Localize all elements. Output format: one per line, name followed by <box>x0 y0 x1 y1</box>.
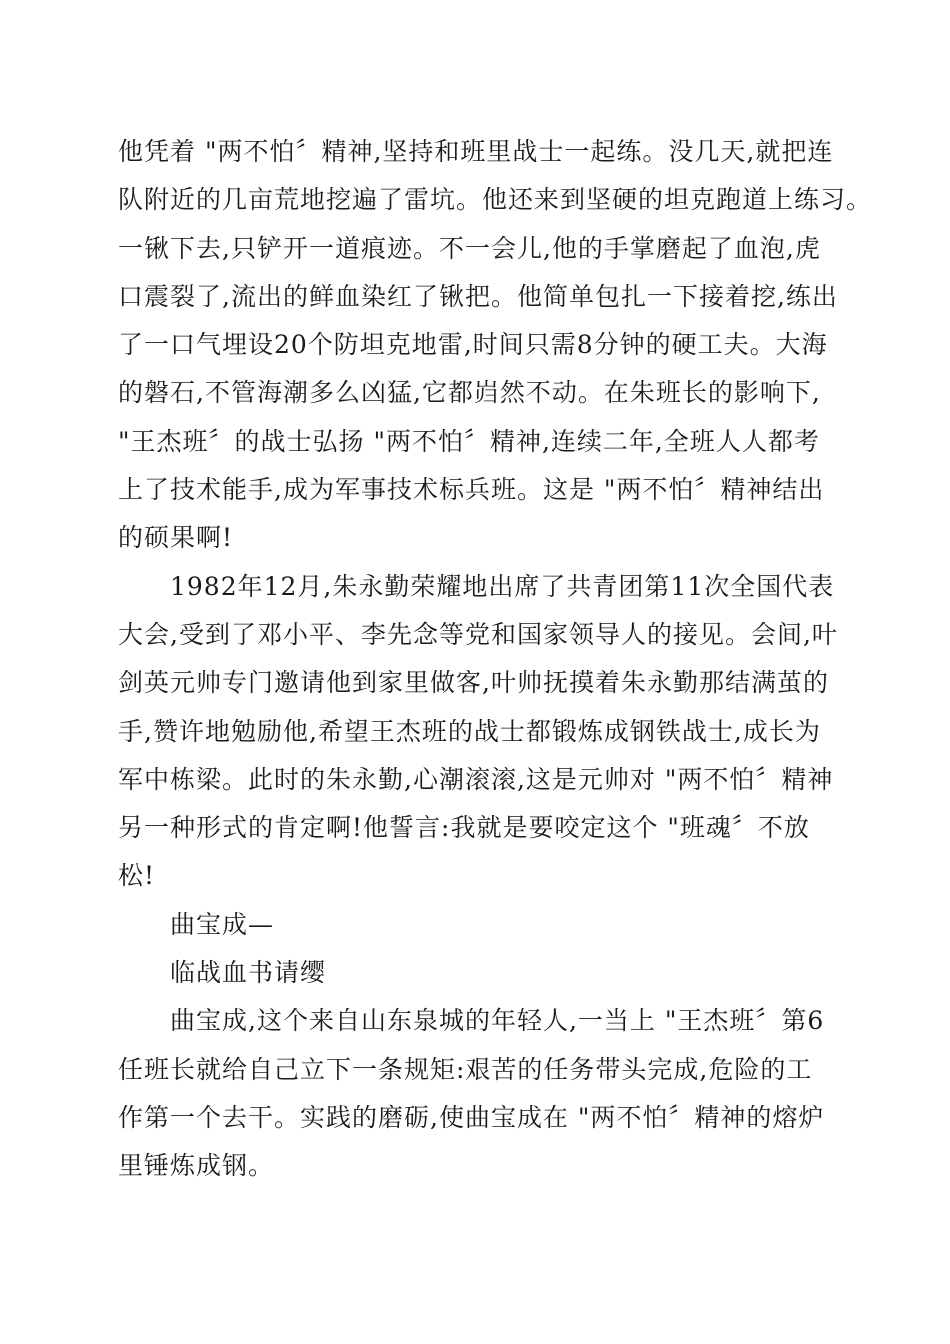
text-line: 口震裂了,流出的鲜血染红了锹把。他简单包扎一下接着挖,练出 <box>118 281 838 311</box>
text-line: 的磐石,不管海潮多么凶猛,它都岿然不动。在朱班长的影响下, <box>118 378 821 408</box>
text-line: 手,赞许地勉励他,希望王杰班的战士都锻炼成钢铁战士,成长为 <box>118 716 821 746</box>
text-line: 松! <box>118 861 156 891</box>
text-line: 他凭着 "两不怕〞精神,坚持和班里战士一起练。没几天,就把连 <box>118 137 834 166</box>
text-line: 上了技术能手,成为军事技术标兵班。这是 "两不怕〞精神结出 <box>118 475 825 505</box>
text-line: 了一口气埋设20个防坦克地雷,时间只需8分钟的硬工夫。大海 <box>118 330 828 360</box>
text-line: 作第一个去干。实践的磨砺,使曲宝成在 "两不怕〞精神的熔炉 <box>118 1102 825 1132</box>
text-line: 剑英元帅专门邀请他到家里做客,叶帅抚摸着朱永勤那结满茧的 <box>118 668 829 698</box>
paragraph <box>118 563 848 901</box>
text-line: 大会,受到了邓小平、李先念等党和国家领导人的接见。会间,叶 <box>118 619 838 649</box>
text-line: 另一种形式的肯定啊!他誓言:我就是要咬定这个 "班魂〞不放 <box>118 813 810 843</box>
paragraph <box>118 949 848 997</box>
text-line: "王杰班〞的战士弘扬 "两不怕〞精神,连续二年,全班人人都考 <box>118 426 820 456</box>
text-line: 一锹下去,只铲开一道痕迹。不一会儿,他的手掌磨起了血泡,虎 <box>118 233 821 263</box>
text-line: 的硕果啊! <box>118 523 234 553</box>
text-line: 曲宝成— <box>170 909 275 939</box>
text-line: 1982年12月,朱永勤荣耀地出席了共青团第11次全国代表 <box>170 571 835 601</box>
text-line: 队附近的几亩荒地挖遍了雷坑。他还来到坚硬的坦克跑道上练习。 <box>118 185 873 215</box>
text-line: 曲宝成,这个来自山东泉城的年轻人,一当上 "王杰班〞第6 <box>170 1006 825 1036</box>
text-line: 任班长就给自己立下一条规矩:艰苦的任务带头完成,危险的工 <box>118 1054 813 1084</box>
text-line: 临战血书请缨 <box>170 958 327 988</box>
paragraph <box>118 901 848 949</box>
paragraph <box>118 128 873 563</box>
text-line: 里锤炼成钢。 <box>118 1151 275 1181</box>
paragraph <box>118 997 848 1190</box>
document-body <box>118 128 873 1191</box>
text-line: 军中栋梁。此时的朱永勤,心潮滚滚,这是元帅对 "两不怕〞精神 <box>118 764 834 794</box>
